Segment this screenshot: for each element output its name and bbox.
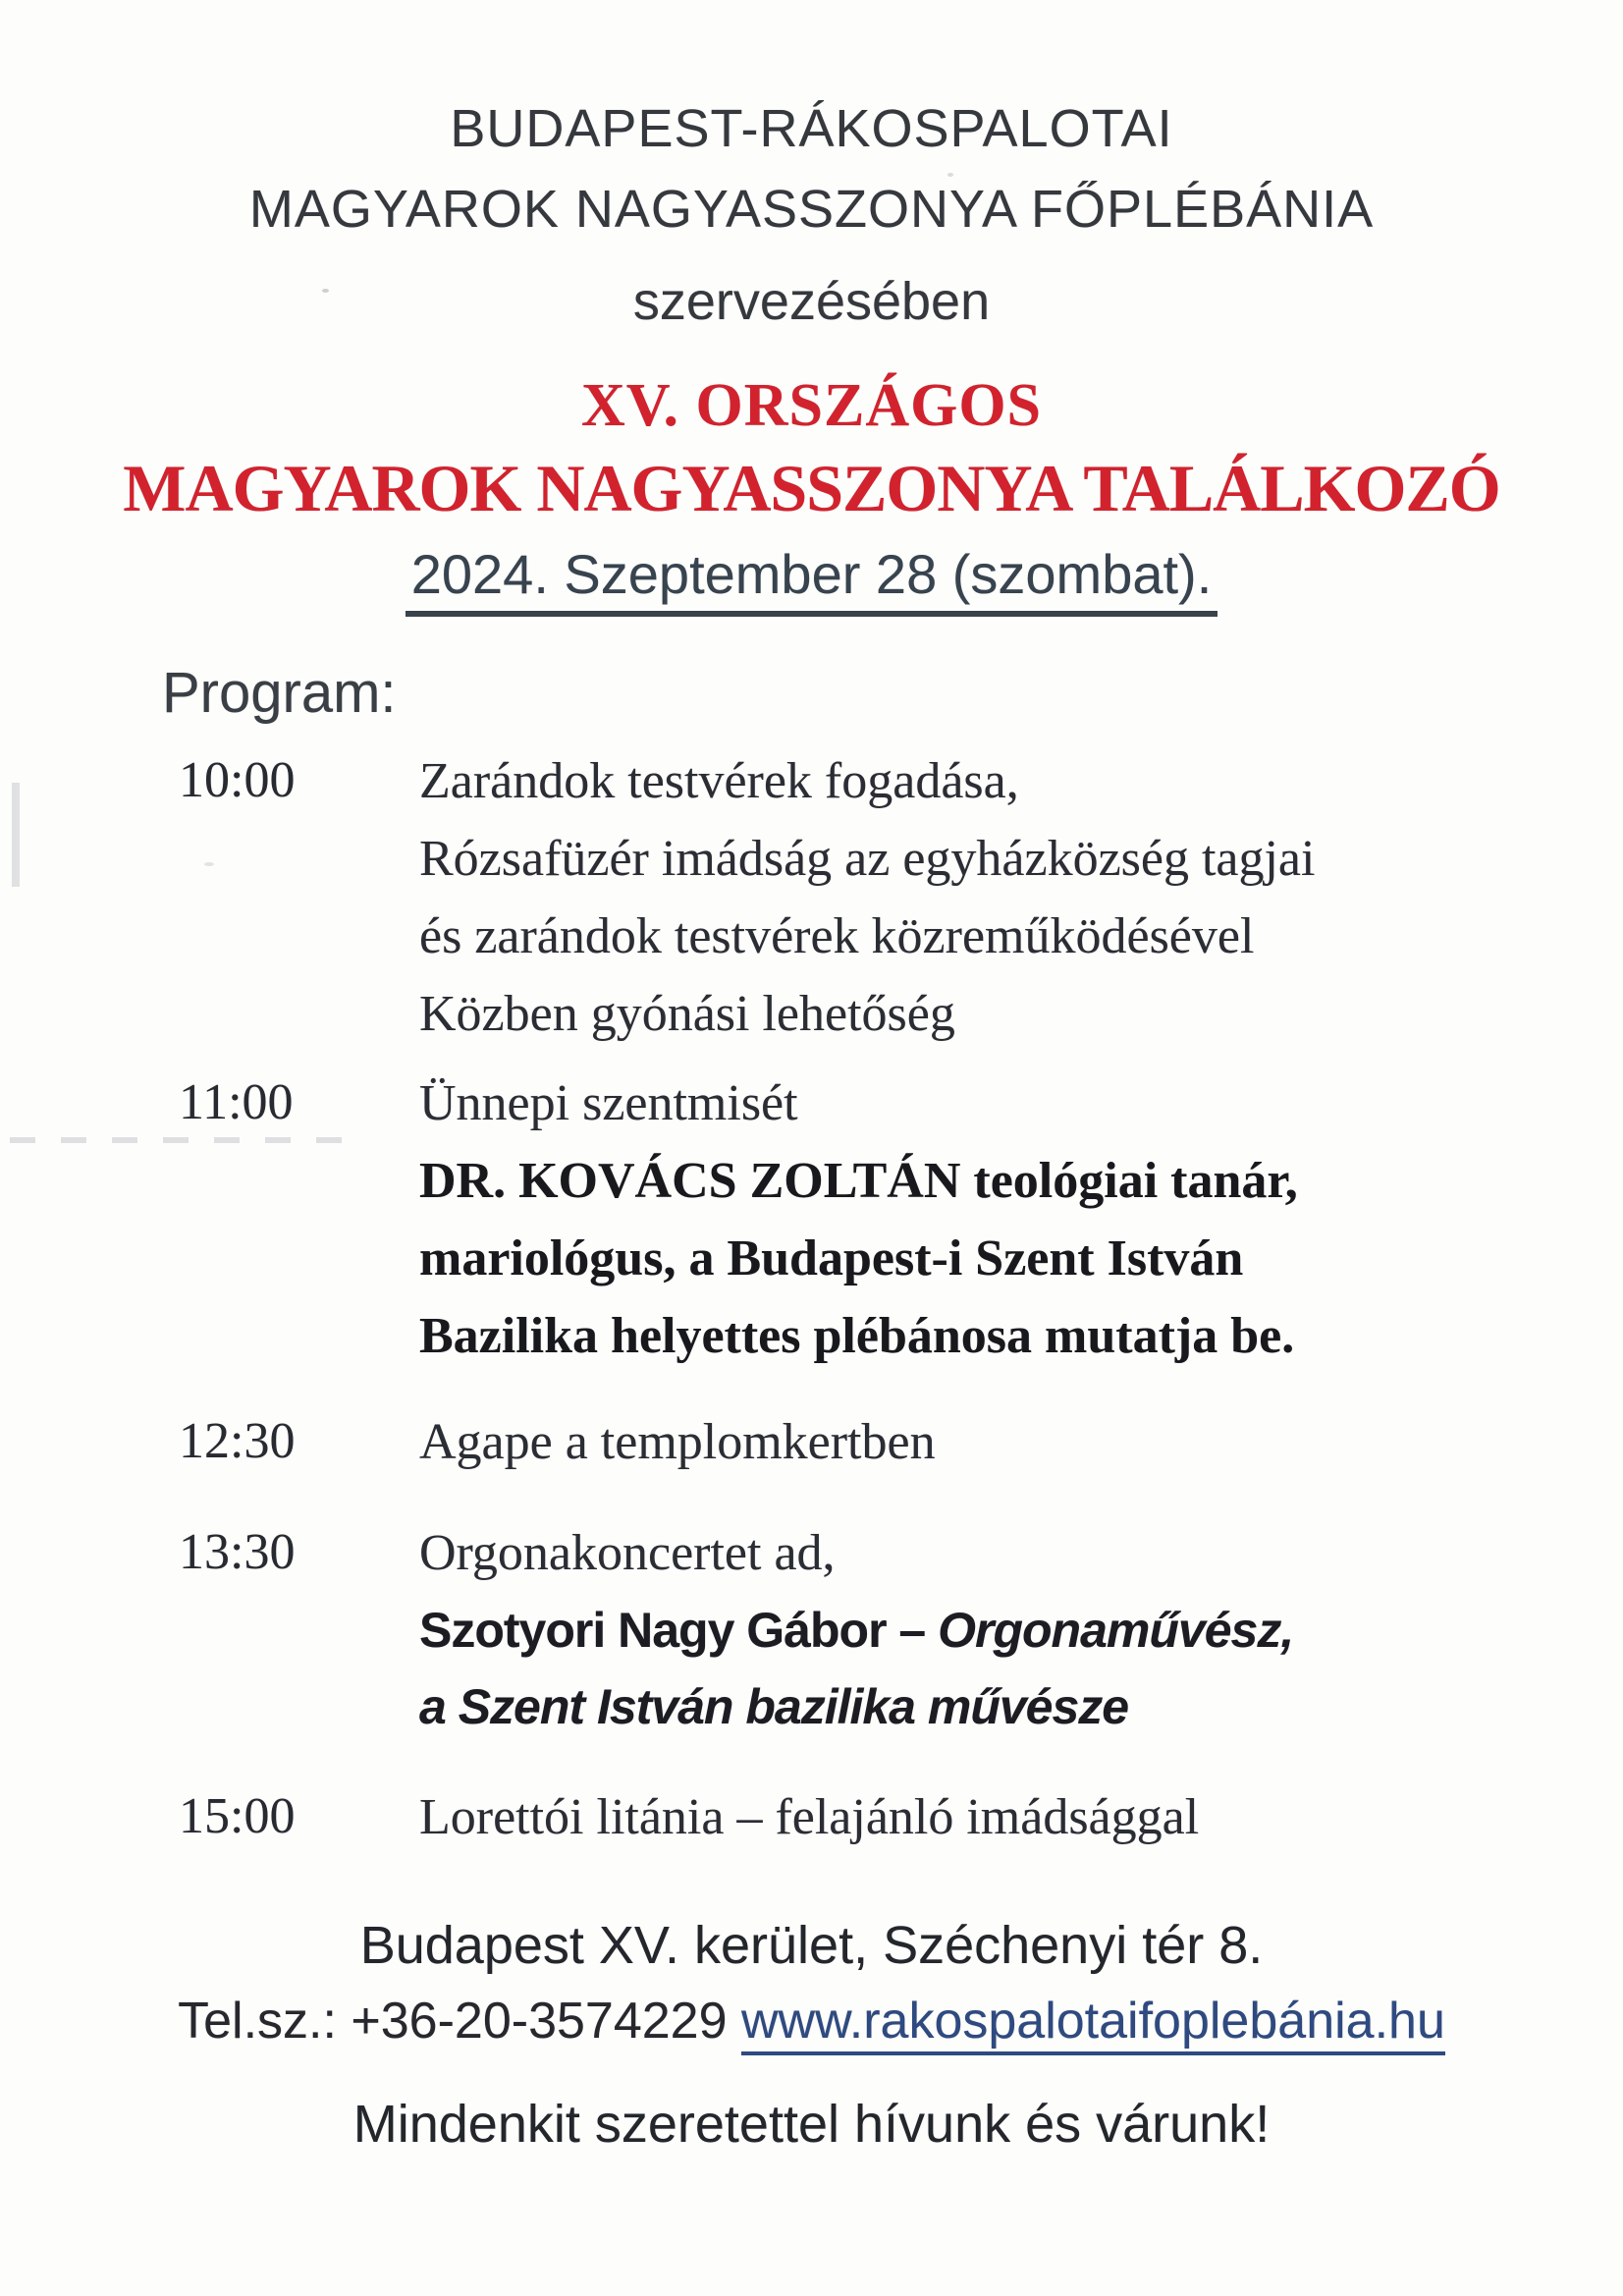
program-line-segment: Rózsafüzér imádság az egyházközség tagjai [419, 831, 1316, 887]
program-time: 15:00 [179, 1788, 296, 1844]
program-line [419, 1065, 1623, 1142]
program-line [419, 1592, 1623, 1668]
program-time: 11:00 [179, 1074, 294, 1130]
program-line-segment: Bazilika helyettes plébánosa mutatja be. [419, 1308, 1295, 1364]
event-title-line-1: XV. ORSZÁGOS [580, 372, 1043, 439]
program-item [0, 1514, 1623, 1745]
program-lines [419, 1065, 1623, 1375]
program-line [419, 820, 1623, 898]
contact-line [0, 1992, 1623, 2050]
program-line-segment: a Szent István bazilika művésze [419, 1679, 1129, 1734]
program-line-segment: Közben gyónási lehetőség [419, 986, 955, 1042]
program-item [0, 1065, 1623, 1375]
program-line-segment: mariológus, a Budapest-i Szent István [419, 1230, 1244, 1286]
program-label: Program: [162, 661, 397, 725]
program-line [419, 742, 1623, 820]
program-line [419, 975, 1623, 1053]
program-line-segment: Zarándok testvérek fogadása, [419, 753, 1019, 809]
program-line [419, 1514, 1623, 1592]
organizer-name-line-1: BUDAPEST-RÁKOSPALOTAI [450, 99, 1173, 158]
program-line-segment: és zarándok testvérek közreműködésével [419, 908, 1255, 964]
program-line [419, 1142, 1623, 1220]
program-line [419, 1778, 1623, 1856]
program-lines [419, 1778, 1623, 1856]
program-line [419, 1668, 1623, 1745]
program-line-segment: DR. KOVÁCS ZOLTÁN teológiai tanár, [419, 1153, 1298, 1209]
program-line [419, 1403, 1623, 1481]
program-line-segment: Lorettói litánia – felajánló imádsággal [419, 1789, 1200, 1845]
phone-number: +36-20-3574229 [351, 1993, 728, 2050]
program-lines [419, 742, 1623, 1053]
organizer-tagline: szervezésében [632, 272, 991, 331]
program-item [0, 1778, 1623, 1856]
program-line-segment: Ünnepi szentmisét [419, 1075, 798, 1131]
program-time: 13:30 [179, 1524, 296, 1580]
phone-label: Tel.sz.: [178, 1993, 337, 2050]
program-line-segment: Orgonaművész, [938, 1603, 1294, 1658]
program-item [0, 1403, 1623, 1481]
organizer-name-line-2: MAGYAROK NAGYASSZONYA FŐPLÉBÁNIA [248, 180, 1375, 239]
venue-address: Budapest XV. kerület, Széchenyi tér 8. [359, 1916, 1264, 1975]
program-line [419, 898, 1623, 975]
program-line-segment: Szotyori Nagy Gábor – [419, 1603, 939, 1658]
program-time: 12:30 [179, 1413, 296, 1469]
program-time: 10:00 [179, 752, 296, 808]
program-item [0, 742, 1623, 1053]
program-lines [419, 1514, 1623, 1745]
program-lines [419, 1403, 1623, 1481]
event-date-text: 2024. Szeptember 28 (szombat). [406, 542, 1218, 617]
program-line [419, 1297, 1623, 1375]
closing-message: Mindenkit szeretettel hívunk és várunk! [352, 2095, 1271, 2154]
event-title-line-2: MAGYAROK NAGYASSZONYA TALÁLKOZÓ [123, 451, 1500, 525]
website-link[interactable]: www.rakospalotaifoplebánia.hu [741, 1993, 1445, 2055]
program-line-segment: Agape a templomkertben [419, 1414, 936, 1470]
program-line [419, 1220, 1623, 1297]
program-line-segment: Orgonakoncertet ad, [419, 1525, 836, 1581]
